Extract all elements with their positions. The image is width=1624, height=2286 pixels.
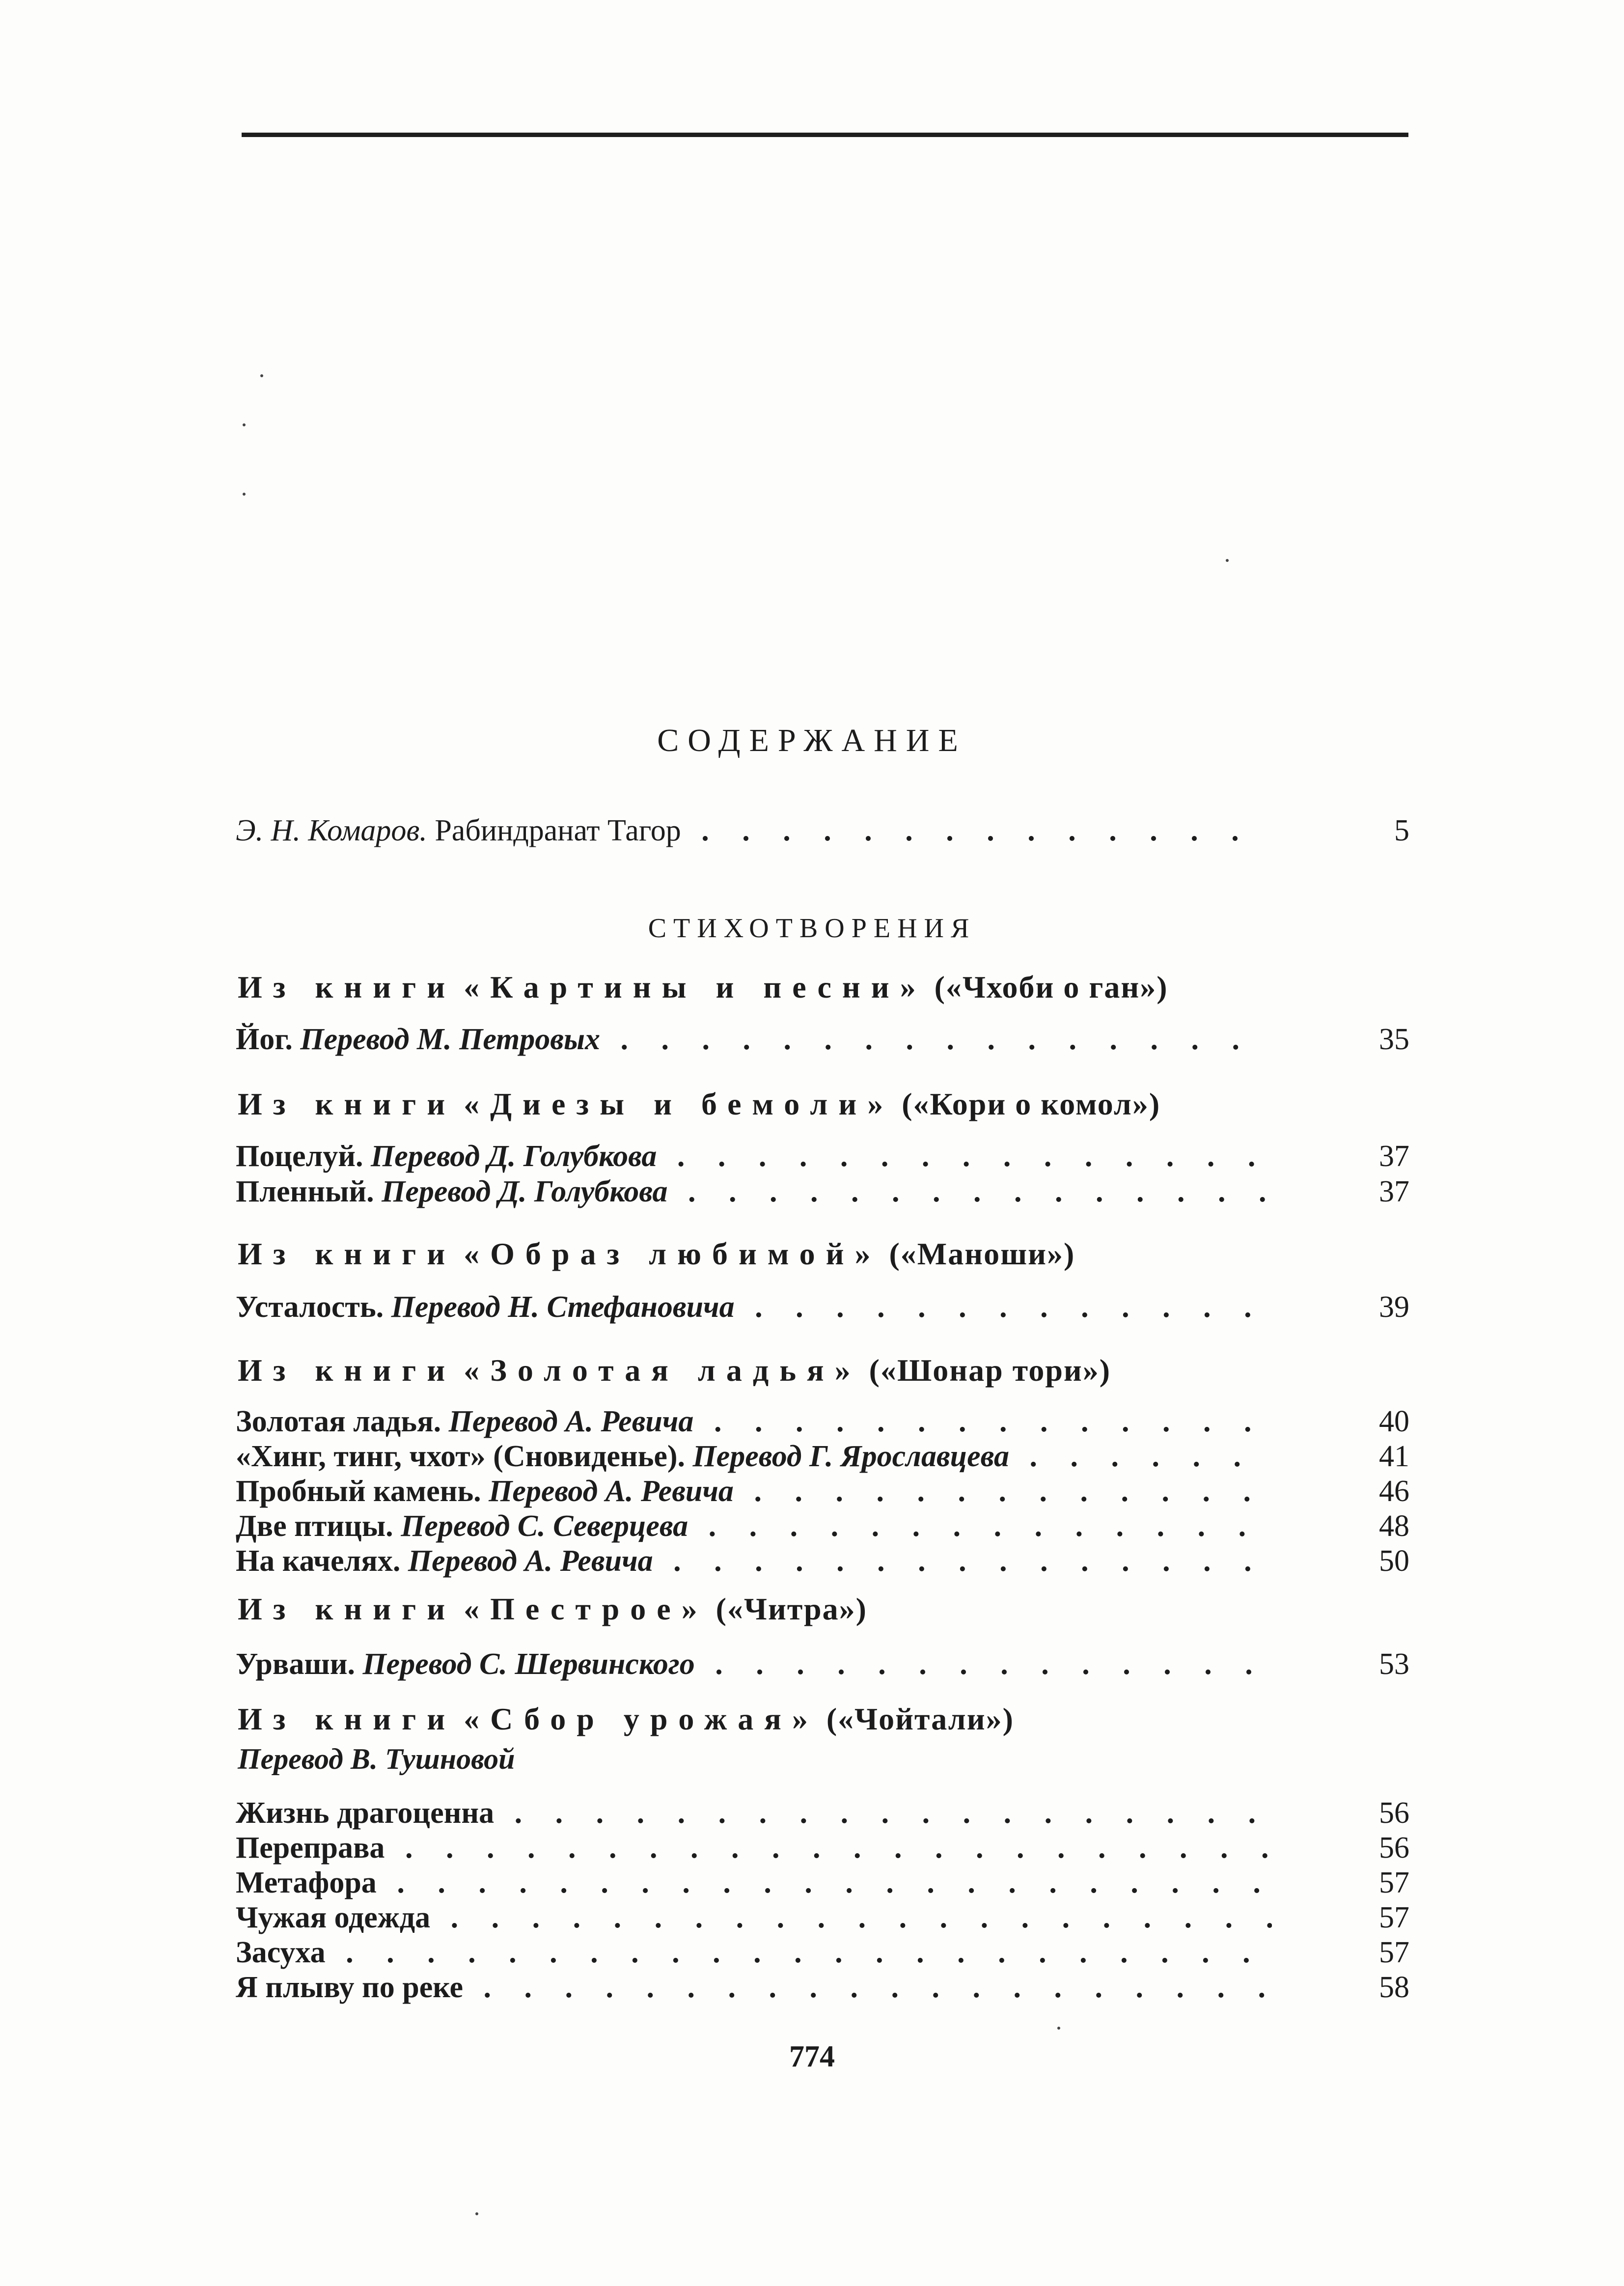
scan-speck xyxy=(243,493,246,496)
page-ref: 37 xyxy=(1379,1175,1409,1208)
toc-entry[interactable]: Золотая ладья. Перевод А. Ревича . . . 40 xyxy=(236,1404,1409,1439)
toc-entry[interactable]: Усталость. Перевод Н. Стефановича . . . 39 xyxy=(236,1289,1409,1325)
scan-speck xyxy=(1226,559,1229,562)
scan-speck xyxy=(475,2212,478,2215)
page-ref: 50 xyxy=(1379,1544,1409,1578)
book-translator: Перевод В. Тушновой xyxy=(238,1743,515,1775)
book-heading: Из книги «Сбор урожая» («Чойтали») xyxy=(238,1701,1014,1736)
intro-author: Э. Н. Комаров. xyxy=(236,814,427,847)
toc-entry-intro[interactable] xyxy=(236,813,1409,848)
section-heading: СТИХОТВОРЕНИЯ xyxy=(648,913,976,944)
toc-entry[interactable]: Йог. Перевод М. Петровых . . . 35 xyxy=(236,1022,1409,1057)
book-heading: Из книги «Картины и песни» («Чхоби о ган») xyxy=(238,970,1168,1004)
toc-entry[interactable]: Метафора . . . 57 xyxy=(236,1865,1409,1900)
book-heading: Из книги «Пестрое» («Читра») xyxy=(238,1591,867,1626)
page-ref: 41 xyxy=(1379,1440,1409,1473)
toc-entry[interactable]: Две птицы. Перевод С. Северцева . . . 48 xyxy=(236,1508,1409,1544)
book-heading: Из книги «Образ любимой» («Маноши») xyxy=(238,1236,1075,1271)
toc-entry[interactable]: На качелях. Перевод А. Ревича . . . 50 xyxy=(236,1543,1409,1579)
toc-entry[interactable]: Чужая одежда . . . 57 xyxy=(236,1900,1409,1935)
page-ref: 40 xyxy=(1379,1405,1409,1438)
page-ref: 35 xyxy=(1379,1023,1409,1056)
toc-entry[interactable]: Переправа . . . 56 xyxy=(236,1830,1409,1866)
page-ref: 5 xyxy=(1394,814,1409,847)
toc-entry[interactable]: Пробный камень. Перевод А. Ревича . . . 46 xyxy=(236,1474,1409,1509)
page-title: СОДЕРЖАНИЕ xyxy=(657,723,967,758)
top-rule xyxy=(242,133,1408,137)
intro-title: Рабиндранат Тагор xyxy=(435,814,681,847)
page-ref: 56 xyxy=(1379,1831,1409,1865)
toc-entry[interactable]: «Хинг, тинг, чхот» (Сновиденье). Перевод Г. Ярославцева . . . 41 xyxy=(236,1439,1409,1474)
toc-entry[interactable]: Я плыву по реке . . . 58 xyxy=(236,1970,1409,2005)
page-ref: 46 xyxy=(1379,1475,1409,1508)
page-ref: 53 xyxy=(1379,1647,1409,1681)
page-ref: 56 xyxy=(1379,1796,1409,1830)
scan-speck xyxy=(1057,2027,1060,2030)
page-ref: 57 xyxy=(1379,1936,1409,1969)
book-heading: Из книги «Золотая ладья» («Шонар тори») xyxy=(238,1353,1111,1388)
book-heading: Из книги «Диезы и бемоли» («Кори о комол») xyxy=(238,1087,1161,1121)
toc-entry[interactable]: Пленный. Перевод Д. Голубкова . . . 37 xyxy=(236,1174,1409,1209)
scan-speck xyxy=(260,374,263,377)
toc-entry[interactable]: Урваши. Перевод С. Шервинского . . . 53 xyxy=(236,1646,1409,1682)
page-ref: 37 xyxy=(1379,1140,1409,1173)
page-ref: 57 xyxy=(1379,1901,1409,1934)
page-ref: 48 xyxy=(1379,1509,1409,1543)
page-ref: 57 xyxy=(1379,1866,1409,1899)
page-number: 774 xyxy=(789,2040,835,2073)
toc-entry[interactable]: Жизнь драгоценна . . . 56 xyxy=(236,1795,1409,1831)
toc-entry[interactable]: Засуха . . . 57 xyxy=(236,1935,1409,1970)
page-ref: 58 xyxy=(1379,1971,1409,2004)
page-ref: 39 xyxy=(1379,1290,1409,1324)
toc-entry[interactable]: Поцелуй. Перевод Д. Голубкова . . . 37 xyxy=(236,1139,1409,1174)
scan-speck xyxy=(243,423,246,426)
